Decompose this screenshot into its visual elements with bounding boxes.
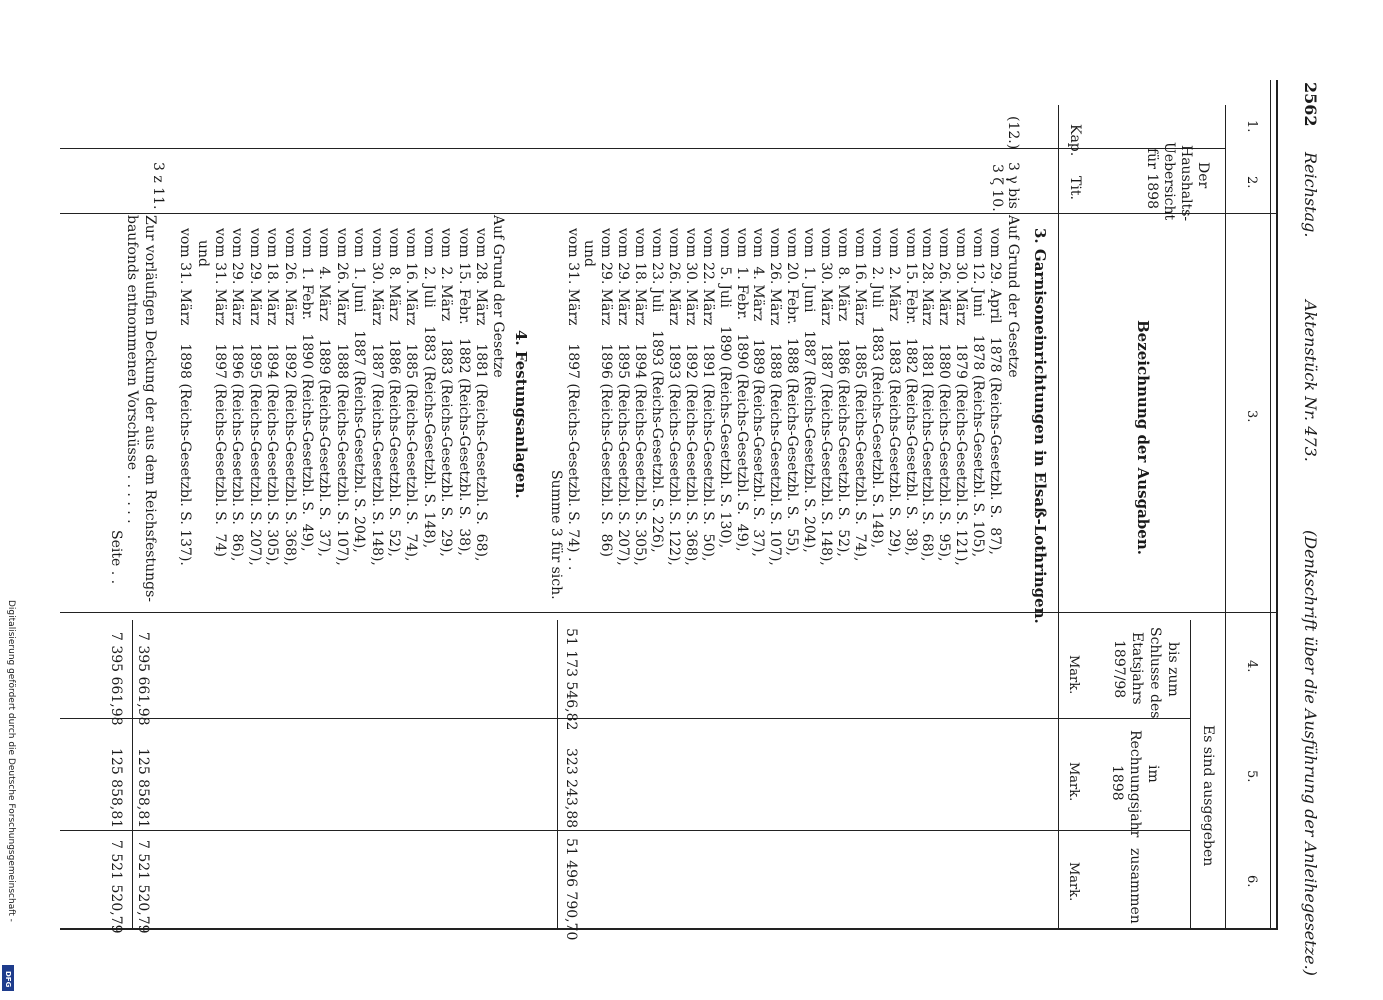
top-rule-thin xyxy=(1270,80,1271,930)
seite-col6: 7 521 520,79 xyxy=(108,840,124,934)
col5-unit: Mark. xyxy=(1066,762,1081,802)
deckung-line1: Zur vorläufigen Deckung der aus dem Reichsfestungs- xyxy=(142,215,158,602)
section3-law-line: vom 29. April 1878 (Reichs-Gesetzbl. S. 87), xyxy=(987,228,1003,555)
section3-tit-line2: 3 ζ 10. xyxy=(989,164,1005,212)
section4-heading: 4. Festungsanlagen. xyxy=(512,330,530,499)
section4-intro: Auf Grund der Gesetze xyxy=(490,215,506,378)
section3-law-line: vom 31. März 1897 (Reichs-Gesetzbl. S. 74) . . xyxy=(564,228,581,571)
section3-law-line: vom 8. März 1886 (Reichs-Gesetzbl. S. 52), xyxy=(834,228,851,557)
deckung-line2: baufonds entnommenen Vorschüsse . . . . . . xyxy=(124,215,140,524)
deckung-col6: 7 521 520,79 xyxy=(135,840,151,934)
section3-law-line: vom 4. März 1889 (Reichs-Gesetzbl. S. 37), xyxy=(750,228,767,557)
col5-header-line3: 1898 xyxy=(1109,765,1125,801)
section3-law-line: vom 26. März 1880 (Reichs-Gesetzbl. S. 95), xyxy=(936,228,953,562)
dfg-logo: DFG xyxy=(2,965,14,991)
section3-law-line: vom 16. März 1885 (Reichs-Gesetzbl. S. 74), xyxy=(851,228,868,562)
col2-col3-divider xyxy=(60,213,1276,214)
section4-law-line: und xyxy=(194,240,211,267)
column-number-5: 5. xyxy=(1244,770,1259,783)
right-table-edge xyxy=(60,928,1276,930)
section3-law-line: vom 26. März 1888 (Reichs-Gesetzbl. S. 107), xyxy=(767,228,784,566)
section3-total-col6: 51 496 790,70 xyxy=(563,838,579,941)
tit-header: Tit. xyxy=(1067,176,1083,200)
section4-law-line: vom 2. Juli 1883 (Reichs-Gesetzbl. S. 148), xyxy=(420,228,437,549)
column-number-2: 2. xyxy=(1244,176,1259,189)
section4-law-line: vom 15. Febr. 1882 (Reichs-Gesetzbl. S. 38), xyxy=(455,228,472,556)
section4-law-line: vom 31. März 1898 (Reichs-Gesetzbl. S. 137). xyxy=(177,228,194,566)
group-header: Es sind ausgegeben xyxy=(1200,725,1216,867)
col5-header-line1: im xyxy=(1145,765,1161,783)
section4-law-line: vom 28. März 1881 (Reichs-Gesetzbl. S. 68), xyxy=(473,228,489,562)
section3-summe: Summe 3 für sich. xyxy=(548,470,564,600)
kap-header: Kap. xyxy=(1067,124,1083,157)
section3-law-line: vom 1. Juni 1887 (Reichs-Gesetzbl. S. 204), xyxy=(801,228,818,553)
column-number-1: 1. xyxy=(1244,120,1259,133)
haushalt-header-line2: Haushalts- xyxy=(1178,145,1194,222)
section3-law-line: vom 26. März 1893 (Reichs-Gesetzbl. S. 122), xyxy=(665,228,682,566)
section3-heading: 3. Garnisoneinrichtungen in Elsaß-Lothringen. xyxy=(1031,228,1049,624)
section3-law-line: vom 2. Juli 1883 (Reichs-Gesetzbl. S. 148), xyxy=(868,228,885,549)
section3-total-rule xyxy=(557,620,558,930)
col4-header-line1: bis zum xyxy=(1165,642,1181,697)
column-number-3: 3. xyxy=(1244,410,1259,423)
page-title: Aktenstück Nr. 473. xyxy=(1301,300,1320,462)
col4-col5-divider xyxy=(60,718,1190,719)
section3-intro: Auf Grund der Gesetze xyxy=(1005,215,1021,378)
section3-law-line: vom 23. Juli 1893 (Reichs-Gesetzbl. S. 226), xyxy=(649,228,665,553)
section3-tit-line1: 3 γ bis xyxy=(1005,162,1021,209)
section3-total-col4: 51 173 546,82 xyxy=(563,628,579,731)
section3-law-line: und xyxy=(581,240,598,267)
deckung-col4: 7 395 661,98 xyxy=(135,632,151,726)
haushalt-header-line3: Uebersicht xyxy=(1161,142,1177,221)
section4-law-line: vom 1. Febr. 1890 (Reichs-Gesetzbl. S. 49), xyxy=(299,228,315,552)
section4-law-line: vom 16. März 1885 (Reichs-Gesetzbl. S. 74), xyxy=(403,228,420,562)
header-left: Reichstag. xyxy=(1301,152,1320,238)
section3-law-line: vom 18. März 1894 (Reichs-Gesetzbl. S. 305), xyxy=(632,228,649,566)
dfg-credit: Digitalisierung gefördert durch die Deutsche Forschungsgemeinschaft - xyxy=(6,600,16,922)
haushalt-header-line1: Der xyxy=(1195,162,1211,189)
section4-law-line: vom 2. März 1883 (Reichs-Gesetzbl. S. 29), xyxy=(438,228,455,557)
seite-label: Seite . . xyxy=(108,530,124,585)
col4-header-line2: Schlusse des xyxy=(1147,627,1163,719)
section3-law-line: vom 29. März 1896 (Reichs-Gesetzbl. S. 86) xyxy=(598,228,615,557)
section3-law-line: vom 1. Febr. 1890 (Reichs-Gesetzbl. S. 49), xyxy=(733,228,750,552)
section3-law-line: vom 20. Febr. 1888 (Reichs-Gesetzbl. S. 55), xyxy=(784,228,801,556)
seite-col4: 7 395 661,98 xyxy=(108,632,124,726)
section3-law-line: vom 22. März 1891 (Reichs-Gesetzbl. S. 50), xyxy=(699,228,716,562)
section3-law-line: vom 12. Juni 1878 (Reichs-Gesetzbl. S. 105), xyxy=(970,228,987,558)
section4-tit: 3 z 11. xyxy=(150,162,166,210)
section4-law-line: vom 29. März 1895 (Reichs-Gesetzbl. S. 207), xyxy=(246,228,263,566)
col4-header-line3: Etatsjahrs xyxy=(1129,632,1145,705)
section3-kap: (12.) xyxy=(1005,116,1021,150)
section3-law-line: vom 30. März 1887 (Reichs-Gesetzbl. S. 148), xyxy=(818,228,834,566)
col4-header-line4: 1897/98 xyxy=(1111,640,1127,699)
section4-law-line: vom 1. Juni 1887 (Reichs-Gesetzbl. S. 204), xyxy=(351,228,368,553)
seite-rule xyxy=(132,620,133,928)
col1-col2-divider xyxy=(60,148,1225,149)
col6-header: zusammen xyxy=(1127,848,1143,924)
column-number-6: 6. xyxy=(1244,875,1259,888)
haushalt-header-line4: für 1898 xyxy=(1144,148,1160,209)
section3-law-line: vom 5. Juli 1890 (Reichs-Gesetzbl. S. 130), xyxy=(716,228,733,549)
group-header-rule xyxy=(1190,620,1191,930)
section4-law-line: vom 26. März 1888 (Reichs-Gesetzbl. S. 107), xyxy=(333,228,350,566)
header-bottom-rule xyxy=(1058,105,1059,930)
section3-law-line: vom 29. März 1895 (Reichs-Gesetzbl. S. 207), xyxy=(615,228,632,566)
deckung-col5: 125 858,81 xyxy=(135,748,151,829)
page-number: 2562 xyxy=(1301,82,1320,127)
col4-unit: Mark. xyxy=(1066,655,1081,695)
top-rule-thick xyxy=(1276,80,1278,930)
bezeichnung-header: Bezeichnung der Ausgaben. xyxy=(1134,320,1152,555)
column-number-row-rule xyxy=(1225,105,1226,930)
section3-total-col5: 323 243,88 xyxy=(563,748,579,829)
col6-unit: Mark. xyxy=(1066,862,1081,902)
section4-law-line: vom 31. März 1897 (Reichs-Gesetzbl. S. 74) xyxy=(212,228,228,557)
section3-law-line: vom 30. März 1892 (Reichs-Gesetzbl. S. 368), xyxy=(682,228,699,566)
page-subtitle: (Denkschrift über die Ausführung der Anleihegesetze.) xyxy=(1301,530,1320,976)
section3-law-line: vom 2. März 1883 (Reichs-Gesetzbl. S. 29), xyxy=(885,228,902,557)
section4-law-line: vom 26. März 1892 (Reichs-Gesetzbl. S. 368), xyxy=(281,228,298,566)
section4-law-line: vom 29. März 1896 (Reichs-Gesetzbl. S. 86), xyxy=(229,228,246,562)
col3-col4-divider xyxy=(60,612,1276,613)
seite-col5: 125 858,81 xyxy=(108,748,124,829)
section4-law-line: vom 30. März 1887 (Reichs-Gesetzbl. S. 148), xyxy=(368,228,385,566)
section4-law-line: vom 18. März 1894 (Reichs-Gesetzbl. S. 305), xyxy=(264,228,281,566)
column-number-4: 4. xyxy=(1244,660,1259,673)
section4-law-line: vom 4. März 1889 (Reichs-Gesetzbl. S. 37), xyxy=(316,228,333,557)
col5-col6-divider xyxy=(60,830,1190,831)
section3-law-line: vom 15. Febr. 1882 (Reichs-Gesetzbl. S. 38), xyxy=(902,228,919,556)
section3-law-line: vom 30. März 1879 (Reichs-Gesetzbl. S. 121), xyxy=(953,228,970,566)
col5-header-line2: Rechnungsjahr xyxy=(1127,730,1143,838)
section3-law-line: vom 28. März 1881 (Reichs-Gesetzbl. S. 68), xyxy=(919,228,936,562)
section4-law-line: vom 8. März 1886 (Reichs-Gesetzbl. S. 52), xyxy=(386,228,402,557)
